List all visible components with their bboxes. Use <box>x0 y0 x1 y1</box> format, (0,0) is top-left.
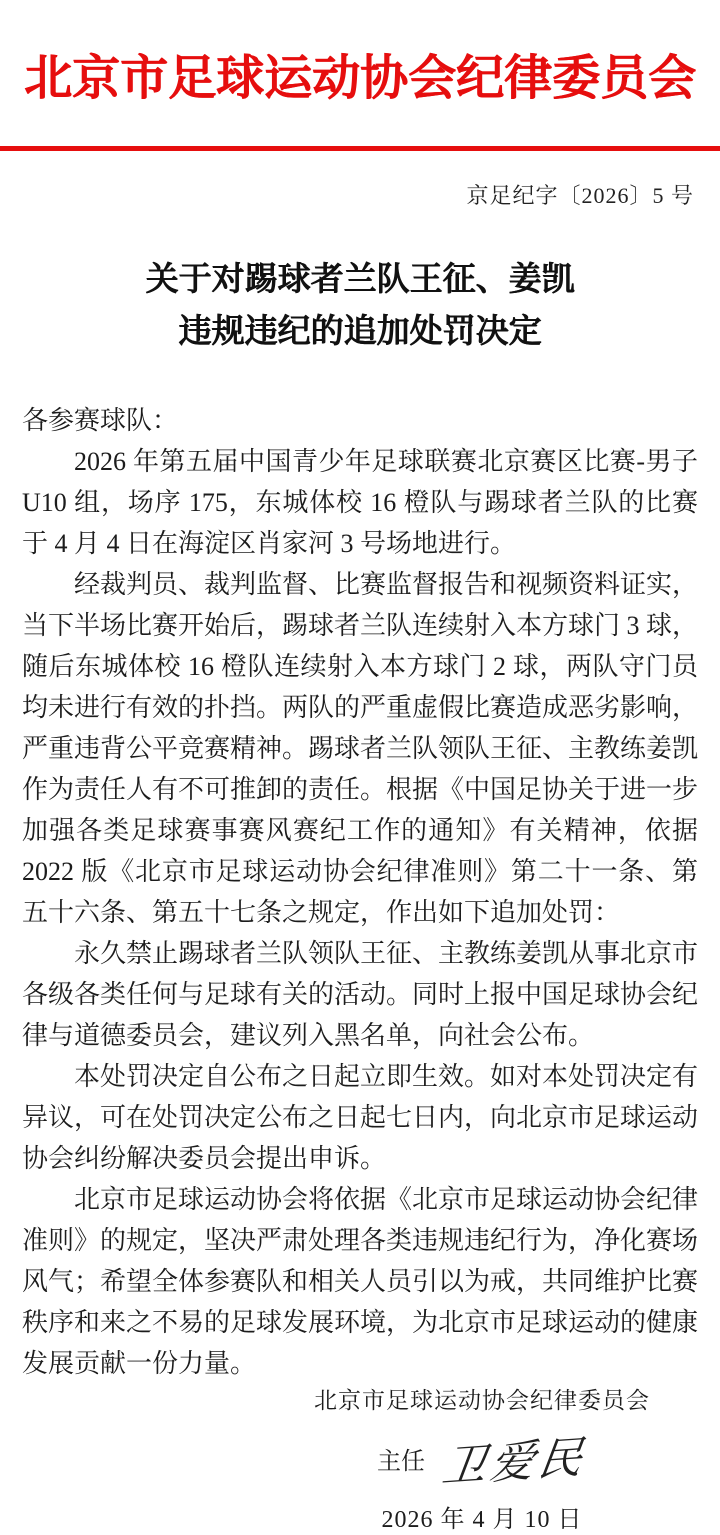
body-paragraph-penalty: 永久禁止踢球者兰队领队王征、主教练姜凯从事北京市各级各类任何与足球有关的活动。同时上报中国足球协会纪律与道德委员会，建议列入黑名单，向社会公布。 <box>22 938 699 1050</box>
signature-role-label: 主任 <box>377 1448 425 1475</box>
signature-org: 北京市足球运动协会纪律委员会 <box>314 1388 650 1413</box>
doc-number: 京足纪字〔2026〕5 号 <box>466 182 694 208</box>
doc-number-row <box>0 179 720 210</box>
doc-body <box>0 400 720 1384</box>
body-paragraph-effective-appeal: 本处罚决定自公布之日起立即生效。如对本处罚决定有异议，可在处罚决定公布之日起七日内，向北京市足球运动协会纠纷解决委员会提出申诉。 <box>22 1061 699 1173</box>
doc-title <box>0 254 720 358</box>
body-paragraph-closing-statement: 北京市足球运动协会将依据《北京市足球运动协会纪律准则》的规定，坚决严肃处理各类违规违纪行为，净化赛场风气；希望全体参赛队和相关人员引以为戒，共同维护比赛秩序和来之不易的足球发展环境，为北京市足球运动的健康发展贡献一份力量。 <box>22 1184 699 1378</box>
body-paragraph-match-info: 2026 年第五届中国青少年足球联赛北京赛区比赛-男子 U10 组，场序 175，东城体校 16 橙队与踢球者兰队的比赛于 4 月 4 日在海淀区肖家河 3 号场地进行。 <box>22 446 698 558</box>
letterhead-org-title: 北京市足球运动协会纪律委员会 <box>23 52 696 105</box>
doc-title-line1: 关于对踢球者兰队王征、姜凯 <box>145 261 575 298</box>
signature-handwriting: 卫爱民 <box>439 1432 590 1493</box>
letterhead <box>0 0 720 151</box>
body-paragraph-facts-and-basis: 经裁判员、裁判监督、比赛监督报告和视频资料证实，当下半场比赛开始后，踢球者兰队连续射入本方球门 3 球，随后东城体校 16 橙队连续射入本方球门 2 球，两队守门员均未进行有效的扑挡。两队的严重虚假比赛造成恶劣影响，严重违背公平竞赛精神。踢球者兰队领队王征、主教练姜凯作为责任人有不可推卸的责任。根据《中国足协关于进一步加强各类足球赛事赛风赛纪工作的通知》有关精神，依据 2022 版《北京市足球运动协会纪律准则》第二十一条、第五十六条、第五十七条之规定，作出如下追加处罚： <box>22 569 699 927</box>
signature-date: 2026 年 4 月 10 日 <box>381 1507 583 1533</box>
doc-title-line2: 违规违纪的追加处罚决定 <box>178 313 542 350</box>
signature-line <box>302 1429 662 1493</box>
salutation: 各参赛球队： <box>22 405 179 435</box>
signature-block <box>302 1382 662 1534</box>
letterhead-red-rule <box>0 146 720 151</box>
